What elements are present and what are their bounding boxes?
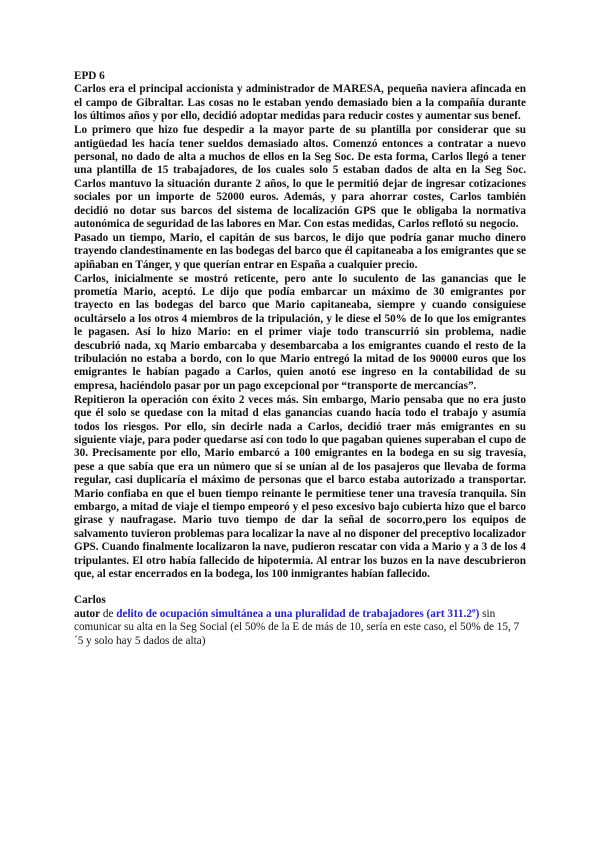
analysis-section	[74, 594, 526, 648]
paragraph-1: Carlos era el principal accionista y administrador de MARESA, pequeña naviera afincada en el campo de Gibraltar. Las cosas no le estaban yendo demasiado bien a la compañía durante los últimos años y por ello, decidió adoptar medidas para reducir costes y aumentar sus benef.	[74, 83, 526, 123]
paragraph-4: Carlos, inicialmente se mostró reticente, pero ante lo suculento de las ganancias que le prometía Mario, aceptó. Le dijo que podía embarcar un máximo de 30 emigrantes por trayecto en las bodegas del barco que Mario capitaneaba, siempre y cuando consiguiese ocultárselo a los otros 4 miembros de la tripulación, y le diese el 50% de lo que los emigrantes le pagasen. Así lo hizo Mario: en el primer viaje todo transcurrió sin problema, nadie descubrió nada, xq Mario embarcaba y desembarcaba a los emigrantes cuando el resto de la tribulación no estaba a bordo, con lo que Mario entregó la mitad de los 90000 euros que los emigrantes le habían pagado a Carlos, quien anotó ese ingreso en la contabilidad de su empresa, haciéndolo pasar por un pago excepcional por “transporte de mercancías”.	[74, 272, 526, 392]
paragraph-3: Pasado un tiempo, Mario, el capitán de sus barcos, le dijo que podría ganar mucho dinero trayendo clandestinamente en las bodegas del barco que él capitaneaba a los emigrantes que se apiñaban en Tánger, y que querían entrar en España a cualquier precio.	[74, 231, 526, 271]
paragraph-5: Repitieron la operación con éxito 2 veces más. Sin embargo, Mario pensaba que no era justo que él solo se quedase con la mitad d elas ganancias cuando hacía todo el trabajo y asumía todos los riesgos. Por ello, sin decirle nada a Carlos, decidió traer más emigrantes en su siguiente viaje, para poder quedarse así con todo lo que pagaban quienes superaban el cupo de 30. Precisamente por ello, Mario embarcó a 100 emigrantes en la bodega en su sig travesía, pese a que sabía que era un número que si se unían al de los pasajeros que llevaba de forma regular, casi duplicaría el máximo de personas que el barco estaba autorizado a transportar. Mario confiaba en que el buen tiempo reinante le permitiese tener una travesía tranquila. Sin embargo, a mitad de viaje el tiempo empeoró y el peso excesivo bajo cubierta hizo que el barco girase y naufragase. Mario tuvo tiempo de dar la señal de socorro,pero los equipos de salvamento tuvieron problemas para localizar la nave al no disponer del preceptivo localizador GPS. Cuando finalmente localizaron la nave, pudieron rescatar con vida a Mario y a 3 de los 4 tripulantes. El otro había fallecido de hipotermia. Al entrar los buzos en la nave descubrieron que, al estar encerrados en la bodega, los 100 inmigrantes habían fallecido.	[74, 393, 526, 581]
section-lead: autor	[74, 607, 101, 620]
document-title: EPD 6	[74, 70, 105, 82]
section-title: Carlos	[74, 594, 106, 607]
paragraph-2: Lo primero que hizo fue despedir a la mayor parte de su plantilla por considerar que su antigüedad les hacía tener sueldos demasiado altos. Comenzó entonces a contratar a nuevo personal, no dado de alta a muchos de ellos en la Seg Soc. De esta forma, Carlos llegó a tener una plantilla de 15 trabajadores, de los cuales solo 5 estaban dados de alta en la Seg Soc. Carlos mantuvo la situación durante 2 años, lo que le permitió dejar de ingresar cotizaciones sociales por un importe de 52000 euros. Además, y para ahorrar costes, Carlos también decidió no dotar sus barcos del sistema de localización GPS que le obligaba la normativa autonómica de seguridad de las labores en Mar. Con estas medidas, Carlos reflotó su negocio.	[74, 124, 526, 230]
section-lead-rest: de	[100, 607, 117, 620]
section-body	[74, 608, 526, 649]
highlighted-offense: delito de ocupación simultánea a una pluralidad de trabajadores (art 311.2º)	[116, 607, 480, 620]
section-rest: sin comunicar su alta en la Seg Social (el 50% de la E de más de 10, sería en este caso, el 50% de 15, 7´5 y solo hay 5 dados de alta)	[74, 607, 520, 648]
